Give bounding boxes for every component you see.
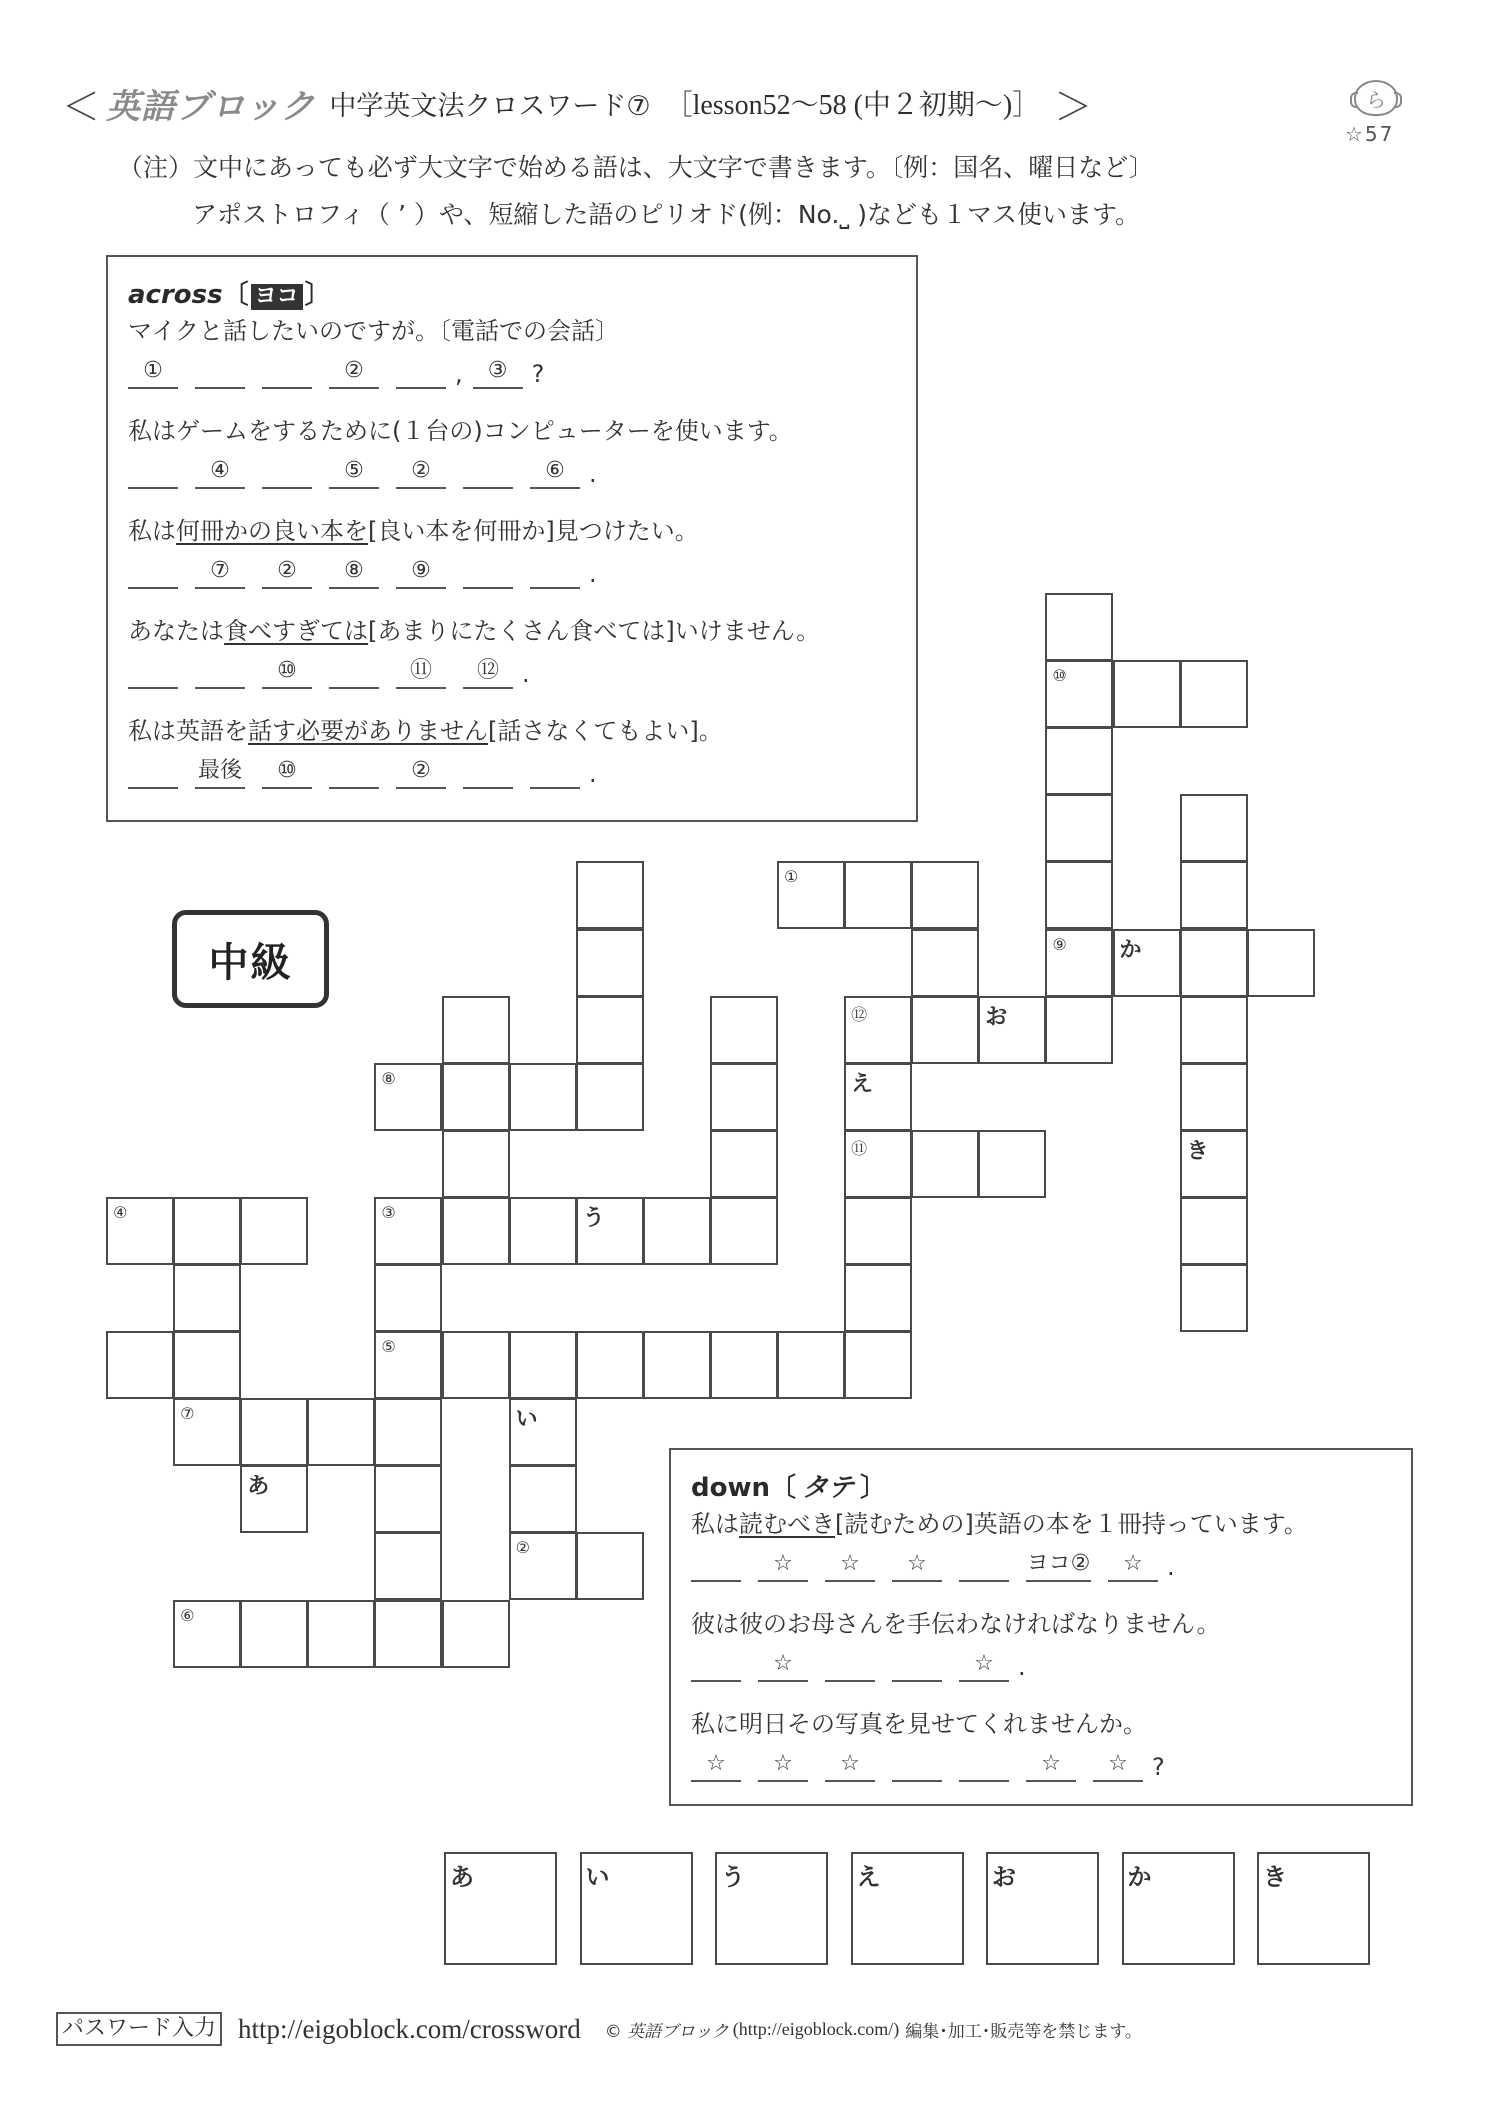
across-clue xyxy=(128,413,916,489)
crossword-cell[interactable] xyxy=(1045,593,1113,661)
crossword-cell[interactable] xyxy=(442,996,510,1064)
answer-blank[interactable]: ③ xyxy=(473,355,523,389)
page-title: 中学英文法クロスワード⑦ xyxy=(329,90,651,122)
crossword-cell[interactable] xyxy=(442,1331,510,1399)
crossword-cell[interactable] xyxy=(1180,660,1248,728)
across-clue xyxy=(128,313,916,389)
down-heading xyxy=(691,1470,1411,1506)
crossword-cell[interactable] xyxy=(240,1465,308,1533)
answer-blank[interactable]: ⑫ xyxy=(463,655,513,689)
clue-sentence xyxy=(128,413,916,449)
answer-box-input[interactable] xyxy=(1134,1894,1224,1958)
down-clue-box xyxy=(669,1448,1413,1806)
clue-sentence-text: 私は英語を xyxy=(128,717,248,745)
crossword-cell[interactable] xyxy=(576,1532,644,1600)
crossword-cell[interactable] xyxy=(710,1197,778,1265)
answer-blank[interactable]: ヨコ② xyxy=(1026,1548,1091,1582)
clue-sentence-text: あなたは xyxy=(128,617,224,645)
clue-number: ④ xyxy=(113,1202,128,1222)
answer-box-input[interactable] xyxy=(456,1894,546,1958)
crossword-cell[interactable] xyxy=(576,996,644,1064)
crossword-cell[interactable] xyxy=(374,1398,442,1466)
crossword-cell[interactable] xyxy=(1045,794,1113,862)
crossword-cell[interactable] xyxy=(1247,929,1315,997)
answer-blank[interactable]: ④ xyxy=(195,455,245,489)
clue-underlined-phrase: 何冊かの良い本を xyxy=(176,517,368,545)
down-heading-open: 〔 xyxy=(770,1473,797,1503)
across-heading-open: 〔 xyxy=(222,280,249,310)
clue-underlined-phrase: 読むべき xyxy=(739,1510,835,1538)
down-heading-close: 〕 xyxy=(860,1473,887,1503)
password-answer-box[interactable] xyxy=(444,1852,557,1965)
crossword-cell[interactable] xyxy=(240,1197,308,1265)
blank-punctuation: . xyxy=(1018,1653,1026,1681)
crossword-cell[interactable] xyxy=(173,1398,241,1466)
password-answer-box[interactable] xyxy=(1122,1852,1235,1965)
answer-blank[interactable]: ☆ xyxy=(691,1748,741,1782)
answer-box-label: き xyxy=(1263,1863,1287,1891)
answer-box-label: か xyxy=(1127,1863,1152,1891)
crossword-cell[interactable] xyxy=(710,1130,778,1198)
password-letter-marker: き xyxy=(1186,1138,1209,1164)
crossword-cell[interactable] xyxy=(643,1197,711,1265)
answer-blanks xyxy=(691,1542,1411,1582)
crossword-cell[interactable] xyxy=(509,1532,577,1600)
title-row xyxy=(62,78,1092,128)
crossword-cell[interactable] xyxy=(1045,861,1113,929)
clue-number: ⑨ xyxy=(1052,934,1067,954)
clue-sentence-text: 彼は彼のお母さんを手伝わなければなりません。 xyxy=(691,1610,1221,1638)
password-answer-box[interactable] xyxy=(715,1852,828,1965)
crossword-cell[interactable] xyxy=(978,1130,1046,1198)
answer-blank[interactable]: ② xyxy=(396,455,446,489)
clue-sentence xyxy=(128,513,916,549)
crossword-cell[interactable] xyxy=(576,1063,644,1131)
clue-number: ③ xyxy=(381,1202,396,1222)
answer-blanks xyxy=(691,1642,1411,1682)
answer-blank[interactable] xyxy=(262,455,312,489)
across-heading-close: 〕 xyxy=(304,280,331,310)
crossword-cell[interactable] xyxy=(374,1264,442,1332)
crossword-cell[interactable] xyxy=(844,861,912,929)
crossword-cell[interactable] xyxy=(777,861,845,929)
answer-blank[interactable]: ⑪ xyxy=(396,655,446,689)
crossword-cell[interactable] xyxy=(777,1331,845,1399)
clue-sentence-text: 私は xyxy=(128,517,176,545)
answer-box-input[interactable] xyxy=(592,1894,682,1958)
footer xyxy=(56,2012,1142,2046)
password-letter-marker: え xyxy=(851,1071,874,1097)
answer-blank[interactable] xyxy=(463,455,513,489)
answer-box-label: あ xyxy=(450,1863,474,1891)
answer-box-input[interactable] xyxy=(863,1894,953,1958)
crossword-cell[interactable] xyxy=(509,1197,577,1265)
password-letter-marker: あ xyxy=(247,1474,270,1500)
crossword-cell[interactable] xyxy=(106,1331,174,1399)
answer-blank[interactable] xyxy=(825,1648,875,1682)
answer-blank[interactable] xyxy=(396,355,446,389)
answer-box-label: え xyxy=(856,1863,881,1891)
crossword-cell[interactable] xyxy=(911,1130,979,1198)
answer-box-label: い xyxy=(585,1863,610,1891)
copyright: © 英語ブロック xyxy=(604,2021,729,2042)
down-clue xyxy=(691,1606,1411,1682)
crossword-cell[interactable] xyxy=(1180,996,1248,1064)
answer-blank[interactable]: ⑧ xyxy=(329,555,379,589)
answer-box-label: お xyxy=(992,1863,1016,1891)
answer-blank[interactable]: ☆ xyxy=(758,1548,808,1582)
answer-blank[interactable] xyxy=(959,1548,1009,1582)
answer-blank[interactable]: ☆ xyxy=(758,1648,808,1682)
password-letter-marker: か xyxy=(1119,937,1142,963)
answer-blank[interactable]: ☆ xyxy=(825,1548,875,1582)
level-badge: 中級 xyxy=(172,910,329,1008)
crossword-cell[interactable] xyxy=(911,861,979,929)
clue-number: ② xyxy=(515,1538,530,1558)
answer-blank[interactable] xyxy=(691,1648,741,1682)
crossword-cell[interactable] xyxy=(576,861,644,929)
crossword-cell[interactable] xyxy=(844,1331,912,1399)
answer-box-label: う xyxy=(721,1863,745,1891)
crossword-cell[interactable] xyxy=(374,1600,442,1668)
answer-blank[interactable]: ⑩ xyxy=(262,755,312,789)
answer-blank[interactable]: ☆ xyxy=(1093,1748,1143,1782)
blank-punctuation: ? xyxy=(1152,1753,1165,1781)
crossword-cell[interactable] xyxy=(509,1063,577,1131)
answer-blanks xyxy=(691,1742,1411,1782)
crossword-cell[interactable] xyxy=(173,1600,241,1668)
answer-blank[interactable]: ② xyxy=(329,355,379,389)
copyright-url-link[interactable]: (http://eigoblock.com/) xyxy=(732,2018,900,2039)
clue-sentence-text: 私に明日その写真を見せてくれませんか。 xyxy=(691,1710,1147,1738)
answer-blank[interactable]: ☆ xyxy=(959,1648,1009,1682)
crossword-cell[interactable] xyxy=(1045,929,1113,997)
answer-blank[interactable]: ⑥ xyxy=(530,455,580,489)
crossword-cell[interactable] xyxy=(1045,727,1113,795)
clue-sentence-text: マイクと話したいのですが。〔電話での会話〕 xyxy=(128,317,620,345)
answer-blank[interactable]: ① xyxy=(128,355,178,389)
crossword-cell[interactable] xyxy=(911,996,979,1064)
clue-sentence xyxy=(691,1506,1411,1542)
title-close-bracket: ＞ xyxy=(1054,84,1093,129)
crossword-cell[interactable] xyxy=(844,996,912,1064)
answer-blank[interactable] xyxy=(128,455,178,489)
crossword-cell[interactable] xyxy=(576,1197,644,1265)
password-answer-row xyxy=(444,1852,1393,1965)
down-heading-jp: タテ xyxy=(802,1473,855,1503)
down-heading-en: down xyxy=(691,1473,771,1503)
crossword-cell[interactable] xyxy=(1180,1197,1248,1265)
answer-blank[interactable] xyxy=(691,1548,741,1582)
crossword-cell[interactable] xyxy=(374,1532,442,1600)
crossword-cell[interactable] xyxy=(1180,861,1248,929)
blank-punctuation: . xyxy=(1167,1553,1175,1581)
crossword-cell[interactable] xyxy=(576,929,644,997)
answer-blank[interactable] xyxy=(530,555,580,589)
clue-sentence-text: 私は xyxy=(691,1510,739,1538)
copyright-note: 編集･加工･販売等を禁じます。 xyxy=(905,2021,1142,2042)
mascot-face-glyph: ら xyxy=(1366,88,1386,112)
password-answer-box[interactable] xyxy=(986,1852,1099,1965)
crossword-cell[interactable] xyxy=(442,1063,510,1131)
crossword-cell[interactable] xyxy=(844,1063,912,1131)
crossword-cell[interactable] xyxy=(307,1398,375,1466)
across-heading xyxy=(128,277,916,313)
answer-blanks xyxy=(128,549,916,589)
crossword-cell[interactable] xyxy=(844,1130,912,1198)
crossword-cell[interactable] xyxy=(1113,660,1181,728)
clue-sentence xyxy=(128,313,916,349)
crossword-cell[interactable] xyxy=(1180,1130,1248,1198)
clue-number: ⑩ xyxy=(1052,666,1067,686)
across-clue xyxy=(128,513,916,589)
clue-sentence-text: [読むための]英語の本を１冊持っています。 xyxy=(835,1510,1308,1538)
crossword-cell[interactable] xyxy=(643,1331,711,1399)
crossword-cell[interactable] xyxy=(240,1398,308,1466)
crossword-cell[interactable] xyxy=(442,1197,510,1265)
answer-blank[interactable] xyxy=(892,1748,942,1782)
blank-punctuation: , xyxy=(455,360,463,388)
clue-sentence xyxy=(691,1606,1411,1642)
crossword-cell[interactable] xyxy=(106,1197,174,1265)
down-clue-list xyxy=(691,1506,1411,1782)
crossword-cell[interactable] xyxy=(1113,929,1181,997)
clue-number: ⑤ xyxy=(381,1337,396,1357)
password-letter-marker: い xyxy=(515,1407,538,1433)
crossword-cell[interactable] xyxy=(1180,1063,1248,1131)
title-open-bracket: ＜ xyxy=(62,84,101,129)
answer-blank[interactable]: ⑦ xyxy=(195,555,245,589)
crossword-cell[interactable] xyxy=(374,1331,442,1399)
mascot-face-icon xyxy=(1354,80,1398,116)
crossword-cell[interactable] xyxy=(509,1331,577,1399)
crossword-cell[interactable] xyxy=(1045,660,1113,728)
answer-blank[interactable] xyxy=(959,1748,1009,1782)
blank-punctuation: . xyxy=(522,660,530,688)
crossword-cell[interactable] xyxy=(374,1063,442,1131)
note-apostrophe: アポストロフィ（ ’ ）や、短縮した語のピリオド(例：No.⎵ )なども１マス使います。 xyxy=(192,200,1141,229)
password-answer-box[interactable] xyxy=(851,1852,964,1965)
crossword-cell[interactable] xyxy=(1045,996,1113,1064)
answer-blank[interactable] xyxy=(195,355,245,389)
crossword-cell[interactable] xyxy=(307,1600,375,1668)
password-url-link[interactable]: http://eigoblock.com/crossword xyxy=(238,2013,581,2044)
clue-sentence-text: [あまりにたくさん食べては]いけません。 xyxy=(368,617,821,645)
crossword-cell[interactable] xyxy=(374,1197,442,1265)
password-letter-marker: お xyxy=(985,1004,1008,1030)
crossword-cell[interactable] xyxy=(576,1331,644,1399)
crossword-cell[interactable] xyxy=(173,1197,241,1265)
crossword-cell[interactable] xyxy=(374,1465,442,1533)
down-clue xyxy=(691,1506,1411,1582)
blank-punctuation: . xyxy=(589,560,597,588)
crossword-cell[interactable] xyxy=(978,996,1046,1064)
answer-blank[interactable]: ☆ xyxy=(758,1748,808,1782)
answer-blank[interactable]: ☆ xyxy=(1108,1548,1158,1582)
crossword-cell[interactable] xyxy=(240,1600,308,1668)
password-answer-box[interactable] xyxy=(1257,1852,1370,1965)
crossword-cell[interactable] xyxy=(509,1465,577,1533)
blank-punctuation: . xyxy=(589,760,597,788)
clue-number: ⑦ xyxy=(180,1404,195,1424)
answer-blank[interactable] xyxy=(892,1648,942,1682)
answer-blank[interactable]: ☆ xyxy=(825,1748,875,1782)
answer-box-input[interactable] xyxy=(1269,1894,1359,1958)
answer-blank[interactable]: ② xyxy=(396,755,446,789)
note-capitalization: （注）文中にあっても必ず大文字で始める語は、大文字で書きます。〔例：国名、曜日など〕 xyxy=(118,153,1154,182)
crossword-cell[interactable] xyxy=(1180,929,1248,997)
crossword-cell[interactable] xyxy=(710,1063,778,1131)
crossword-cell[interactable] xyxy=(442,1600,510,1668)
clue-underlined-phrase: 話す必要がありません xyxy=(248,717,488,745)
lesson-range: ［lesson52〜58 (中２初期〜)］ xyxy=(664,90,1041,121)
answer-blank[interactable]: ② xyxy=(262,555,312,589)
answer-blank[interactable]: 最後 xyxy=(195,755,245,789)
clue-sentence-text: 私はゲームをするために(１台の)コンピューターを使います。 xyxy=(128,417,793,445)
answer-blank[interactable]: ☆ xyxy=(1026,1748,1076,1782)
crossword-cell[interactable] xyxy=(1180,794,1248,862)
clue-sentence xyxy=(691,1706,1411,1742)
crossword-cell[interactable] xyxy=(710,1331,778,1399)
star-count: ☆57 xyxy=(1345,122,1395,146)
brand-logo: 英語ブロック xyxy=(106,86,316,127)
crossword-cell[interactable] xyxy=(911,929,979,997)
answer-blank[interactable]: ⑩ xyxy=(262,655,312,689)
answer-blank[interactable]: ☆ xyxy=(892,1548,942,1582)
clue-number: ① xyxy=(784,867,799,887)
across-heading-en: across xyxy=(128,280,223,310)
crossword-cell[interactable] xyxy=(173,1331,241,1399)
crossword-cell[interactable] xyxy=(844,1197,912,1265)
clue-number: ⑧ xyxy=(381,1068,396,1088)
crossword-cell[interactable] xyxy=(1180,1264,1248,1332)
answer-box-input[interactable] xyxy=(998,1894,1088,1958)
crossword-cell[interactable] xyxy=(844,1264,912,1332)
answer-blanks xyxy=(128,349,916,389)
answer-blank[interactable] xyxy=(463,555,513,589)
down-clue xyxy=(691,1706,1411,1782)
password-answer-box[interactable] xyxy=(580,1852,693,1965)
answer-blank[interactable]: ⑨ xyxy=(396,555,446,589)
clue-number: ⑪ xyxy=(851,1138,868,1158)
answer-blank[interactable]: ⑤ xyxy=(329,455,379,489)
answer-blank[interactable] xyxy=(128,555,178,589)
clue-sentence-text: [話さなくてもよい]。 xyxy=(488,717,723,745)
clue-number: ⑫ xyxy=(851,1004,868,1024)
clue-number: ⑥ xyxy=(180,1605,195,1625)
password-letter-marker: う xyxy=(582,1205,605,1231)
crossword-cell[interactable] xyxy=(509,1398,577,1466)
across-heading-jp: ヨコ xyxy=(251,284,303,310)
crossword-cell[interactable] xyxy=(710,996,778,1064)
clue-sentence-text: [良い本を何冊か]見つけたい。 xyxy=(368,517,699,545)
blank-punctuation: ? xyxy=(531,360,545,388)
crossword-cell[interactable] xyxy=(442,1130,510,1198)
blank-punctuation: . xyxy=(589,460,597,488)
clue-underlined-phrase: 食べすぎては xyxy=(224,617,368,645)
password-label: パスワード入力 xyxy=(56,2012,222,2046)
crossword-cell[interactable] xyxy=(173,1264,241,1332)
answer-box-input[interactable] xyxy=(727,1894,817,1958)
answer-blanks xyxy=(128,449,916,489)
answer-blank[interactable] xyxy=(262,355,312,389)
